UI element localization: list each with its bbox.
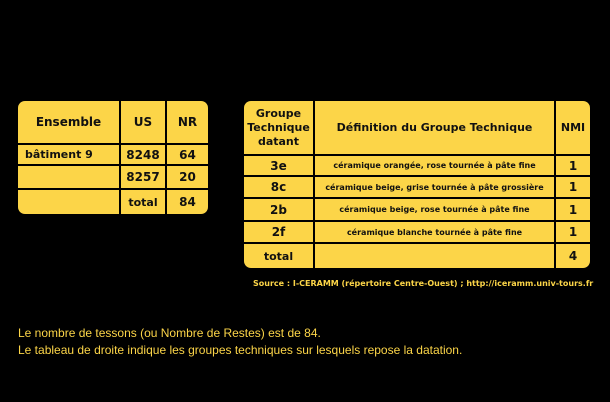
left-row3-us-text: total <box>128 195 158 209</box>
left-row1-us-text: 8248 <box>121 143 165 166</box>
right-header-groupe-line2: Technique <box>247 120 310 134</box>
left-header-ensemble: Ensemble <box>35 115 102 129</box>
left-header-nr: NR <box>177 115 198 129</box>
left-header-us: US <box>133 115 153 129</box>
right-row1-definition: céramique orangée, rose tournée à pâte fine <box>333 161 536 170</box>
left-table <box>18 101 208 214</box>
right-row3-definition: céramique beige, rose tournée à pâte fine <box>339 205 530 214</box>
right-header-groupe-line1: Groupe <box>255 106 302 120</box>
summary-paragraph-2: Le tableau de droite indique les groupes techniques sur lesquels repose la datation. <box>18 343 463 357</box>
left-row2-ensemble-text <box>18 166 119 188</box>
right-row5-definition <box>315 244 554 268</box>
left-row3-ensemble-text <box>18 190 119 214</box>
right-row4-definition: céramique blanche tournée à pâte fine <box>346 227 523 237</box>
right-row3-nmi: 1 <box>568 202 578 217</box>
right-row5-nmi: 4 <box>568 249 578 263</box>
right-row3-groupe: 2b <box>270 202 287 217</box>
left-row3-nr-text: 84 <box>179 195 196 209</box>
right-row4-groupe: 2f <box>271 225 286 239</box>
right-header-groupe-line3: datant <box>257 134 300 148</box>
right-table <box>244 101 590 268</box>
left-row1-ensemble-text: bâtiment 9 <box>18 143 119 166</box>
summary-paragraph-1: Le nombre de tessons (ou Nombre de Restes) est de 84. <box>18 326 321 340</box>
right-row2-definition: céramique beige, grise tournée à pâte grossière <box>325 182 544 192</box>
left-row1-nr-text: 64 <box>167 143 208 166</box>
right-row1-groupe: 3e <box>270 158 287 173</box>
right-row5-groupe: total <box>263 249 294 263</box>
right-row1-nmi: 1 <box>568 158 578 173</box>
left-row2-us-text: 8257 <box>126 170 160 184</box>
right-row4-nmi: 1 <box>568 225 578 239</box>
right-header-nmi: NMI <box>560 121 586 134</box>
source-credit: Source : I-CERAMM (répertoire Centre-Ouest) ; http://iceramm.univ-tours.fr <box>253 279 594 288</box>
right-header-groupe <box>244 101 313 154</box>
right-header-definition: Définition du Groupe Technique <box>336 121 533 134</box>
left-row2-nr-text: 20 <box>179 170 196 184</box>
right-row2-nmi: 1 <box>568 180 578 194</box>
right-row2-groupe: 8c <box>270 180 287 194</box>
